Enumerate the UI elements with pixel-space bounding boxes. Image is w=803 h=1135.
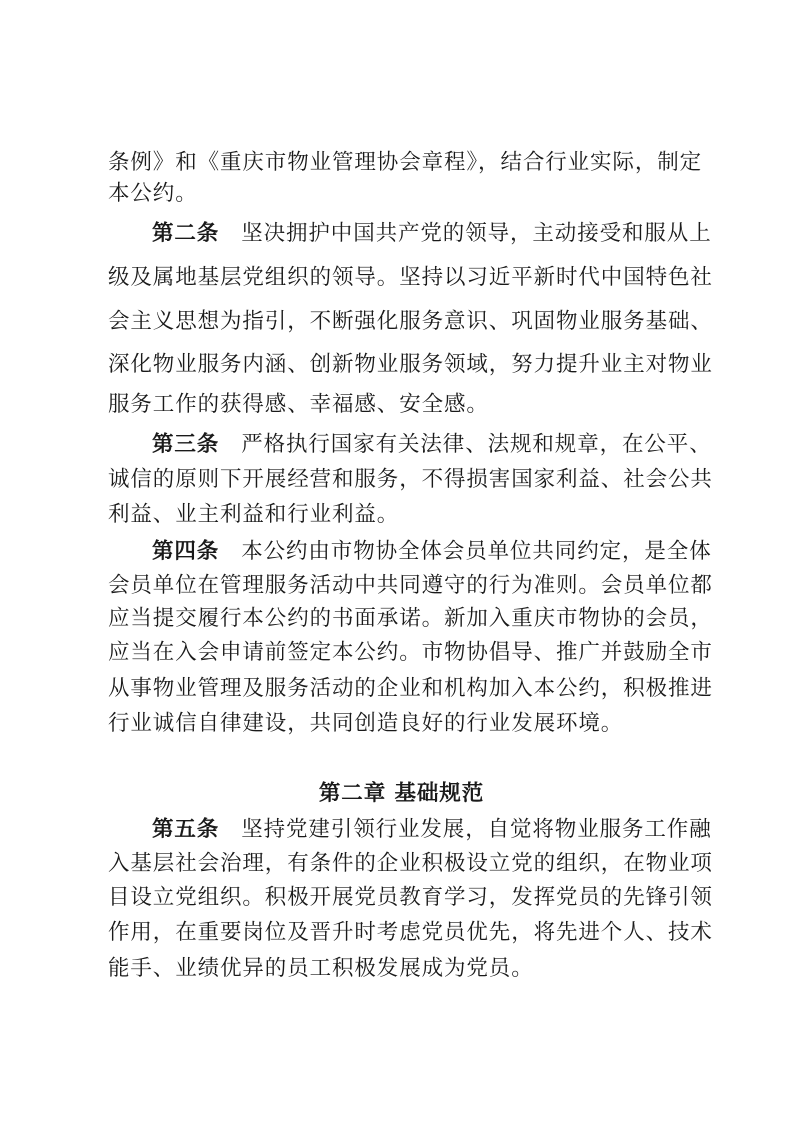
article-5-text: 坚持党建引领行业发展，自觉将物业服务工作融 [241,817,712,842]
article-5-first-line [152,815,712,845]
article-5-line-5: 能手、业绩优异的员工积极发展成为党员。 [108,956,534,981]
article-2-line-2: 级及属地基层党组织的领导。坚持以习近平新时代中国特色社 [108,265,713,290]
article-4-line-2: 会员单位在管理服务活动中共同遵守的行为准则。会员单位都 [108,573,713,598]
intro-line-1: 条例》和《重庆市物业管理协会章程》，结合行业实际，制定 [108,150,703,175]
article-2-first-line [152,219,712,249]
article-2-text: 坚决拥护中国共产党的领导，主动接受和服从上 [241,221,712,246]
article-3-label: 第三条 [152,432,220,457]
intro-line-2: 本公约。 [108,181,198,206]
article-3-line-2: 诚信的原则下开展经营和服务，不得损害国家利益、社会公共 [108,467,713,492]
article-4-line-5: 从事物业管理及服务活动的企业和机构加入本公约，积极推进 [108,676,713,701]
article-2-line-5: 服务工作的获得感、幸福感、安全感。 [108,392,489,417]
article-3-first-line [152,430,712,460]
article-2-label: 第二条 [152,221,220,246]
article-4-label: 第四条 [152,539,220,564]
article-2-line-4: 深化物业服务内涵、创新物业服务领域，努力提升业主对物业 [108,352,713,377]
article-5-line-4: 作用，在重要岗位及晋升时考虑党员优先，将先进个人、技术 [108,920,713,945]
article-4-first-line [152,537,712,567]
article-4-line-4: 应当在入会申请前签定本公约。市物协倡导、推广并鼓励全市 [108,640,713,665]
article-5-label: 第五条 [152,817,220,842]
article-4-line-3: 应当提交履行本公约的书面承诺。新加入重庆市物协的会员， [108,606,713,631]
article-5-line-3: 目设立党组织。积极开展党员教育学习，发挥党员的先锋引领 [108,885,713,910]
article-3-text: 严格执行国家有关法律、法规和规章，在公平、 [241,432,712,457]
article-3-line-3: 利益、业主利益和行业利益。 [108,502,400,527]
article-5-line-2: 入基层社会治理，有条件的企业积极设立党的组织，在物业项 [108,851,713,876]
chapter-heading: 第二章 基础规范 [318,781,485,806]
article-2-line-3: 会主义思想为指引，不断强化服务意识、巩固物业服务基础、 [108,309,713,334]
article-4-text: 本公约由市物协全体会员单位共同约定，是全体 [241,539,712,564]
article-4-line-6: 行业诚信自律建设，共同创造良好的行业发展环境。 [108,711,624,736]
